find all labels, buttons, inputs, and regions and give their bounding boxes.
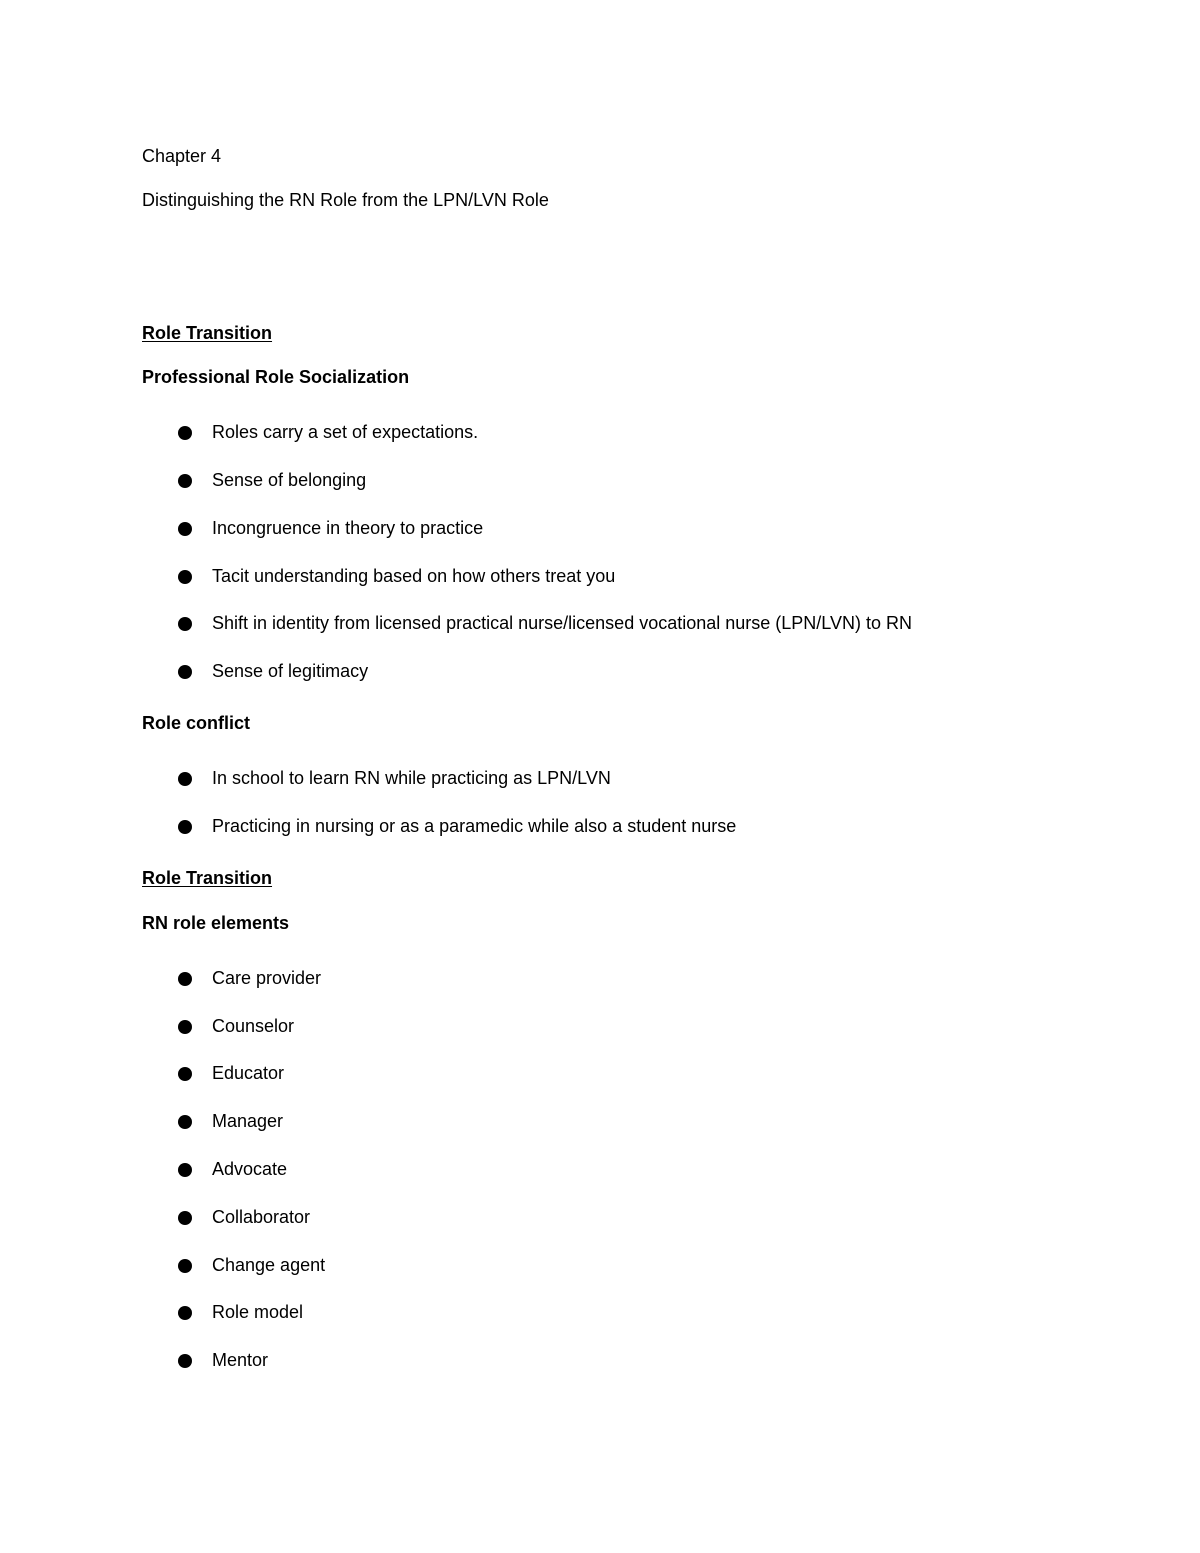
subheading-rn-role-elements: RN role elements [142,913,290,933]
section-heading-role-transition-2: Role Transition [142,868,273,888]
subheading-professional-role-socialization: Professional Role Socialization [142,367,410,387]
bullet-icon [178,522,192,536]
bullet-icon [178,1259,192,1273]
bullet-icon [178,1306,192,1320]
bullet-icon [178,1354,192,1368]
subheading-role-conflict: Role conflict [142,713,251,733]
bullet-icon [178,570,192,584]
bullet-icon [178,474,192,488]
bullet-icon [178,665,192,679]
chapter-title: Chapter 4 [142,146,222,166]
bullet-icon [178,1020,192,1034]
section-heading-role-transition: Role Transition [142,323,273,343]
bullet-icon [178,1163,192,1177]
bullet-icon [178,1067,192,1081]
bullet-icon [178,820,192,834]
bullet-icon [178,972,192,986]
chapter-subtitle: Distinguishing the RN Role from the LPN/LVN Role [142,190,549,210]
bullet-icon [178,1211,192,1225]
bullet-icon [178,617,192,631]
bullet-icon [178,772,192,786]
bullet-icon [178,1115,192,1129]
document-page: Chapter 4 Distinguishing the RN Role from the LPN/LVN Role Role Transition Professional Role Socialization Roles carry a set of expectations. Sense of belonging Incongruence in theory to practice Tacit understanding based on how others treat you Shift in identity from licensed practical nurse/licensed vocational nurse (LPN/LVN) to RN Sense of legitimacy Role conflict In school to learn RN while practicing as LPN/LVN Practicing in nursing or as a paramedic while also a student nurse Role Transition RN role elements Care provider Counselor Educator Manager Advocate Collaborator Change agent Role model Mentor [0,0,1200,1553]
bullet-icon [178,426,192,440]
